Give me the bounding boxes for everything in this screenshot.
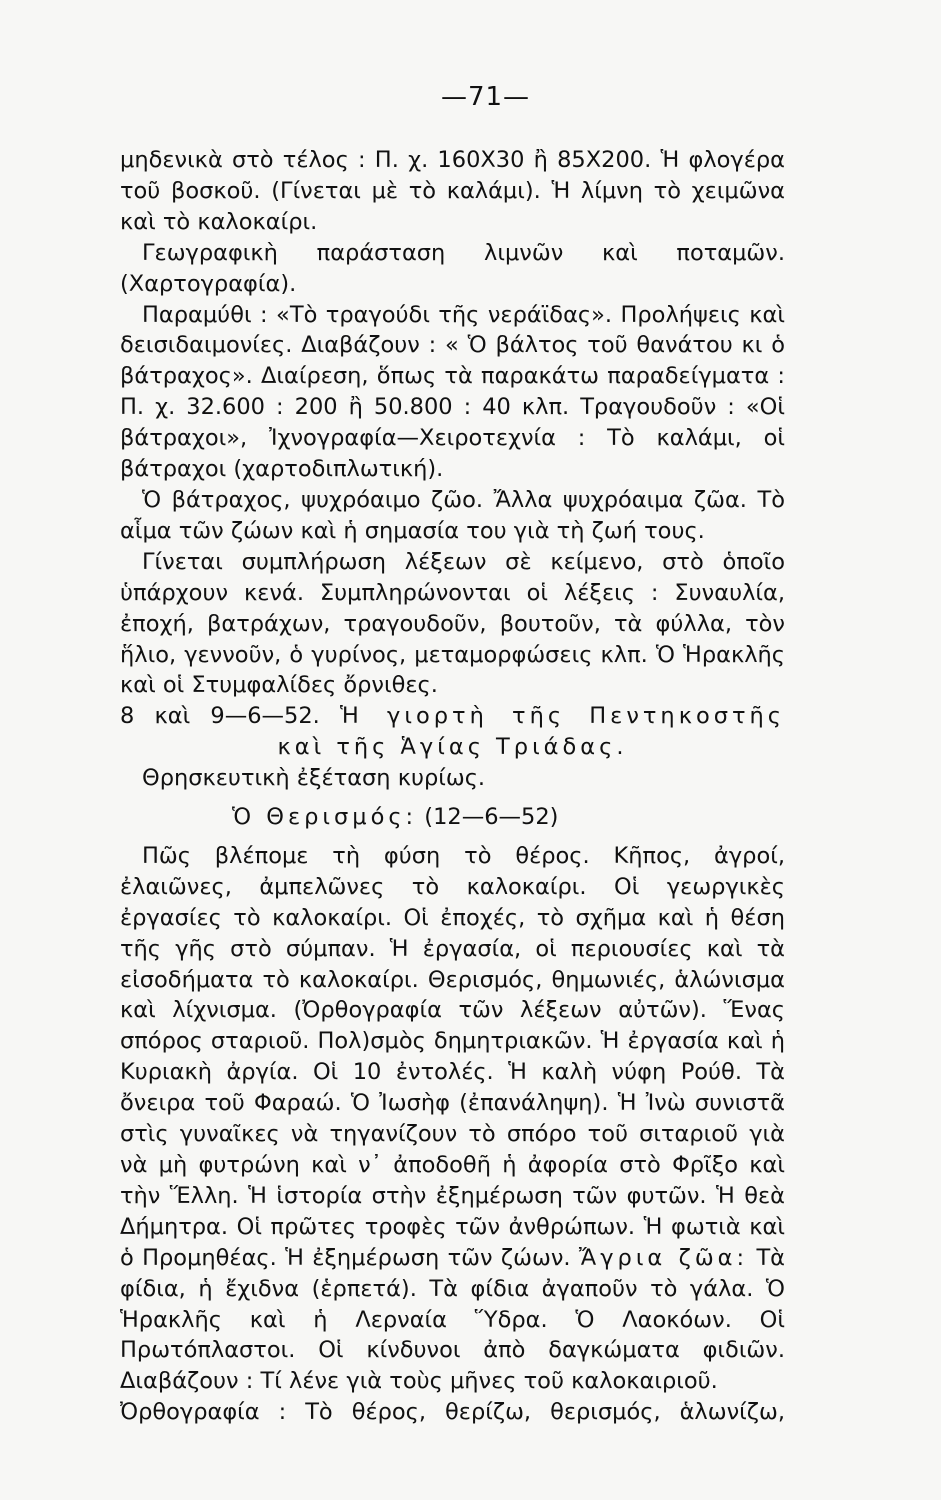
paragraph: Γίνεται συμπλήρωση λέξεων σὲ κείμενο, στὸ ὁποῖο ὑπάρχουν κενά. Συμπληρώνονται οἱ λέξεις : Συναυλία, ἐποχή, βατράχων, τραγουδοῦν, βουτοῦν, τὰ φύλλα, τὸν ἥλιο, γεννοῦν, ὁ γυρίνος, μεταμορφώσεις κλπ. Ὁ Ἡρακλῆς καὶ οἱ Στυμφαλίδες ὄρνιθες. xyxy=(120,548,785,699)
paragraph: Ὁ βάτραχος, ψυχρόαιμο ζῶο. Ἄλλα ψυχρόαιμα ζῶα. Τὸ αἷμα τῶν ζώων καὶ ἡ σημασία του γιὰ τὴ ζωή τους. xyxy=(120,486,785,544)
feast-heading-line xyxy=(120,701,785,732)
harvest-heading xyxy=(120,802,785,833)
harvest-date: (12—6—52) xyxy=(424,804,559,831)
last-line: Ὀρθογραφία : Τὸ θέρος, θερίζω, θερισμός, ἁλωνίζω, xyxy=(120,1399,785,1426)
wild-animals-label: Ἄγρια ζῶα: xyxy=(578,1244,749,1271)
paragraph: Παραμύθι : «Τὸ τραγούδι τῆς νεράϊδας». Προλήψεις καὶ δεισιδαιμονίες. Διαβάζουν : « Ὁ βάλτος τοῦ θανάτου κι ὁ βάτραχος». Διαίρεση, ὅπως τὰ παρακάτω παραδείγματα : Π. χ. 32.600 : 200 ἢ 50.800 : 40 κλπ. Τραγουδοῦν : «Οἱ βάτραχοι», Ἰχνογραφία—Χειροτεχνία : Τὸ καλάμι, οἱ βάτραχοι (χαρτοδιπλωτική). xyxy=(120,301,785,483)
feast-title: Ἡ γιορτὴ τῆς Πεντηκοστῆς xyxy=(340,703,785,730)
feast-title-continued: καὶ τῆς Ἁγίας Τριάδας. xyxy=(277,734,628,761)
paragraph: μηδενικὰ στὸ τέλος : Π. χ. 160Χ30 ἢ 85Χ200. Ἡ φλογέρα τοῦ βοσκοῦ. (Γίνεται μὲ τὸ καλάμι). Ἡ λίμνη τὸ χειμῶνα καὶ τὸ καλοκαίρι. xyxy=(120,147,785,235)
body-text xyxy=(120,145,785,1428)
page-number: —71— xyxy=(440,82,531,112)
wild-animals-text: Τὰ φίδια, ἡ ἔχιδνα (ἑρπετά). Τὰ φίδια ἀγαποῦν τὸ γάλα. Ὁ Ἡρακλῆς καὶ ἡ Λερναία Ὕδρα. Ὁ Λαοκόων. Οἱ Πρωτόπλαστοι. Οἱ κίνδυνοι ἀπὸ δαγκώματα φιδιῶν. Διαβάζουν : Τί λένε γιὰ τοὺς μῆνες τοῦ καλοκαιριοῦ. xyxy=(120,1244,786,1395)
harvest-title: Ὁ Θερισμός: xyxy=(232,804,418,831)
harvest-text: Πῶς βλέπομε τὴ φύση τὸ θέρος. Κῆπος, ἀγροί, ἐλαιῶνες, ἀμπελῶνες τὸ καλοκαίρι. Οἱ γεωργικὲς ἐργασίες τὸ καλοκαίρι. Οἱ ἐποχές, τὸ σχῆμα καὶ ἡ θέση τῆς γῆς στὸ σύμπαν. Ἡ ἐργασία, οἱ περιουσίες καὶ τὰ εἰσοδήματα τὸ καλοκαίρι. Θερισμός, θημωνιές, ἁλώνισμα καὶ λίχνισμα. (Ὀρθογραφία τῶν λέξεων αὐτῶν). Ἕνας σπόρος σταριοῦ. Πολ)σμὸς δημητριακῶν. Ἡ ἐργασία καὶ ἡ Κυριακὴ ἀργία. Οἱ 10 ἐντολές. Ἡ καλὴ νύφη Ρούθ. Τὰ ὄνειρα τοῦ Φαραώ. Ὁ Ἰωσὴφ (ἐπανάληψη). Ἡ Ἰνὼ συνιστᾶ στὶς γυναῖκες νὰ τηγανίζουν τὸ σπόρο τοῦ σιταριοῦ γιὰ νὰ μὴ φυτρώνη καὶ ν᾿ ἀποδοθῆ ἡ ἀφορία στὸ Φρῖξο καὶ τὴν Ἕλλη. Ἡ ἱστορία στὴν ἐξημέρωση τῶν φυτῶν. Ἡ θεὰ Δήμητρα. Οἱ πρῶτες τροφὲς τῶν ἀνθρώπων. Ἡ φωτιὰ καὶ ὁ Προμηθέας. Ἡ ἐξημέρωση τῶν ζώων. xyxy=(120,842,785,1271)
religious-note: Θρησκευτικὴ ἐξέταση κυρίως. xyxy=(142,765,486,792)
harvest-paragraph xyxy=(120,841,785,1397)
paragraph: Γεωγραφικὴ παράσταση λιμνῶν καὶ ποταμῶν. (Χαρτογραφία). xyxy=(120,239,785,297)
date-line: 8 καὶ 9—6—52. xyxy=(120,703,320,730)
